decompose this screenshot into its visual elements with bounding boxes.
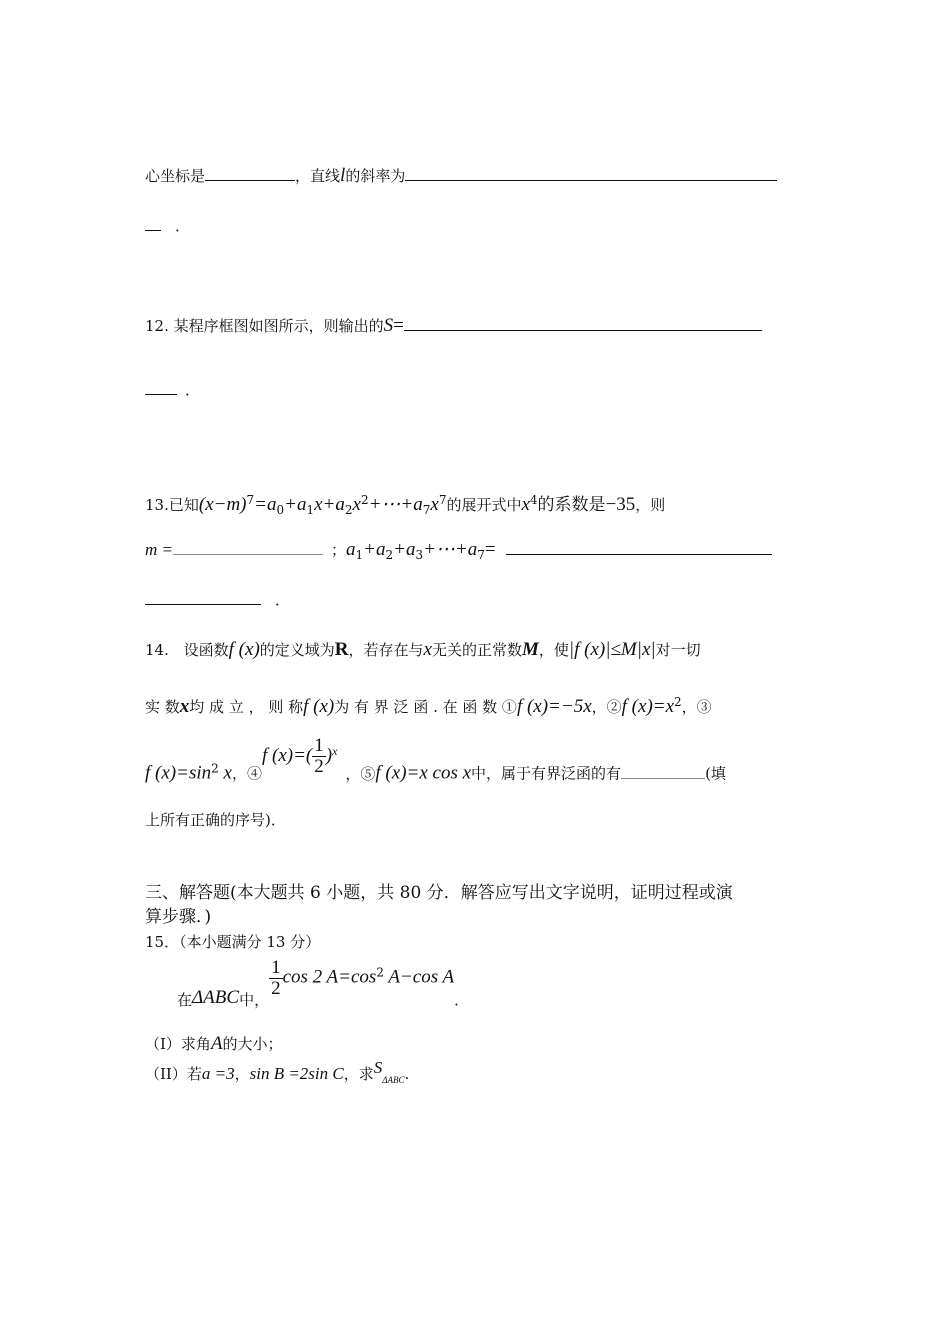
q15-p2-a-eq: a =3 [201,1064,235,1083]
q15-eq: cos 2 A=cos [282,966,377,988]
q12-end: ． [185,381,201,399]
q15-p2-S-sub: ΔABC [382,1075,405,1085]
q14-f2-exp: 2 [674,695,682,709]
q13-exp7: 7 [246,493,255,507]
q14-text-3: ，若存在与 [348,641,424,659]
q13-line1 [145,490,665,520]
q11-blank-slope[interactable] [405,179,777,181]
q14-x: x [423,639,432,660]
q14-line1 [145,640,701,660]
q12-var-s: S [383,315,394,336]
q13-dots: +⋯+a [368,494,423,515]
q13-sum-a2: +a [363,539,386,560]
q15-statement [177,957,470,1009]
q14-l3-text: 中，属于有界泛函的有 [471,764,622,783]
q15-p2-S: S [373,1058,383,1077]
q15-text-1: 在 [177,990,193,1009]
q14-fx: f (x) [228,639,260,660]
q13-sum-sub2: 2 [385,548,394,562]
q14-M: M [522,639,539,660]
q11-blank-center[interactable] [205,179,295,181]
q14-l4-text: 上所有正确的序号)． [145,811,286,829]
section-3-line2 [145,907,211,927]
q14-l2-text-3: 为 有 界 泛 函 . 在 函 数 ① [334,698,517,716]
q14-number: 14. [145,641,169,659]
q11-end: ． [175,217,191,235]
q14-c2: ，② [591,698,622,716]
q13-end: ． [275,591,291,609]
q13-sum-a: a [346,539,356,560]
q15-p1-text-1: （I）求角 [145,1035,211,1053]
q11-text-2: ，直线 [295,167,341,185]
q12-line2 [145,380,200,400]
q13-lhs: (x−m) [198,494,247,515]
q13-sum-sub1: 1 [355,548,364,562]
q11-blank-slope-cont[interactable] [145,229,161,231]
q14-text-1: 设函数 [183,641,229,659]
section-3-heading: 三、解答题(本大题共 6 小题，共 80 分．解答应写出文字说明，证明过程或演 [145,883,733,903]
q13-x2: x [352,494,361,515]
q14-text-2: 的定义域为 [259,641,335,659]
q15-frac-den: 2 [271,978,281,999]
q13-x7: x [430,494,439,515]
q14-l2-text-2: 均 成 立 ， 则 称 [189,698,304,716]
q15-eq2: A−cos A [383,966,455,988]
q15-p2-text-1: （II）若 [145,1065,202,1083]
q12-text: 某程序框图如图所示，则输出的 [173,317,384,335]
q14-f4-a: f (x)=( [261,744,313,766]
q15-part1 [145,1034,283,1054]
q15-p2-text-2: ， [234,1065,250,1083]
q13-text-3: 的系数是 [537,495,606,515]
q13-a1: +a [284,494,307,515]
q13-blank-sum-cont[interactable] [145,603,261,605]
q14-R: R [334,639,349,660]
q14-c5: ，⑤ [345,764,376,783]
q14-line4 [145,810,286,830]
q15-exp2: 2 [376,965,384,980]
q13-sub7: 7 [422,503,431,517]
q13-x4: x [521,494,530,515]
q14-f4-frac [312,736,326,777]
q15-frac-num: 1 [271,957,281,978]
q11-var-l: l [340,165,346,186]
q12-line1 [145,316,762,336]
q15-p1-A: A [210,1033,223,1054]
q13-sum-dots: +⋯+a [423,539,478,560]
q13-semicolon: ； [331,541,347,559]
q13-text-4: ，则 [635,496,666,514]
q13-line2 [145,540,772,565]
q15-frac [269,958,283,999]
q14-f4-num: 1 [314,735,324,756]
q14-f5: f (x)=x cos x [375,762,472,784]
q15-triangle: ΔABC [192,986,240,1008]
q14-l2-text-1: 实 数 [145,698,180,716]
q11-text-3: 的斜率为 [345,167,406,185]
q14-blank[interactable] [621,777,705,779]
q13-m-label: m = [145,540,173,559]
q15-p2-end: . [404,1065,410,1083]
q14-f4-exp: x [332,743,338,758]
q15-dot: ． [454,990,470,1009]
q13-sum-eq: = [484,539,496,560]
q13-sum-a3: +a [393,539,416,560]
q13-text-2: 的展开式中 [446,496,522,514]
q15-text-2: 中， [239,990,270,1009]
q12-number: 12. [145,317,169,335]
q14-c3: ，③ [681,698,712,716]
q14-l3-end: (填 [705,764,726,783]
q11-line2 [145,216,190,236]
q13-sub0: 0 [276,503,285,517]
q15-part2 [145,1058,410,1090]
q12-eq: = [393,315,404,336]
q14-c4: ，④ [231,764,262,783]
q14-text-5: ，使 [538,641,569,659]
q13-sum-sub7: 7 [477,548,485,562]
q15-head [145,932,320,952]
q14-l2-fx: f (x) [303,696,335,717]
q13-a: =a [254,494,277,515]
q14-f2: f (x)=x [621,696,675,717]
q14-f3: f (x)=sin [145,762,212,784]
q14-f3-exp: 2 [211,761,219,776]
q14-text-4: 无关的正常数 [431,641,522,659]
q12-blank[interactable] [404,329,762,331]
q13-a2: +a [322,494,345,515]
q11-text-1: 心坐标是 [145,167,206,185]
q14-line2 [145,692,712,717]
q13-text-1: 已知 [168,496,199,514]
q14-l2-x: x [179,696,190,717]
q13-number: 13. [145,496,169,514]
q14-inequality: |f (x)|≤M|x| [568,639,656,660]
q13-blank-m[interactable] [173,553,323,555]
q13-blank-sum[interactable] [506,553,772,555]
q13-exp4: 4 [529,493,538,507]
q13-sub1: 1 [306,503,315,517]
q13-sub2: 2 [344,503,353,517]
q11-line1 [145,166,777,186]
q15-p1-text-2: 的大小； [222,1035,283,1053]
q13-exp7b: 7 [438,493,447,507]
q13-sum-sub3: 3 [415,548,424,562]
q15-p2-text-3: ，求 [343,1065,374,1083]
q15-title: 15．（本小题满分 13 分） [145,933,321,951]
q12-blank-cont[interactable] [145,393,177,395]
q13-coef: −35 [605,494,636,515]
q14-f1: f (x)=−5x [516,696,592,717]
q14-f3-x: x [218,762,232,784]
q14-text-6: 对一切 [655,641,701,659]
q13-exp2: 2 [360,493,369,507]
q15-p2-sin: sin B =2sin C [249,1064,344,1083]
q13-x: x [314,494,323,515]
section-3-line1 [145,883,733,903]
q13-line3 [145,590,290,610]
q14-f4-b: ) [325,744,333,766]
q14-line3 [145,735,726,795]
section-3-heading-cont: 算步骤．) [145,907,212,927]
q14-f4-den: 2 [314,756,324,777]
